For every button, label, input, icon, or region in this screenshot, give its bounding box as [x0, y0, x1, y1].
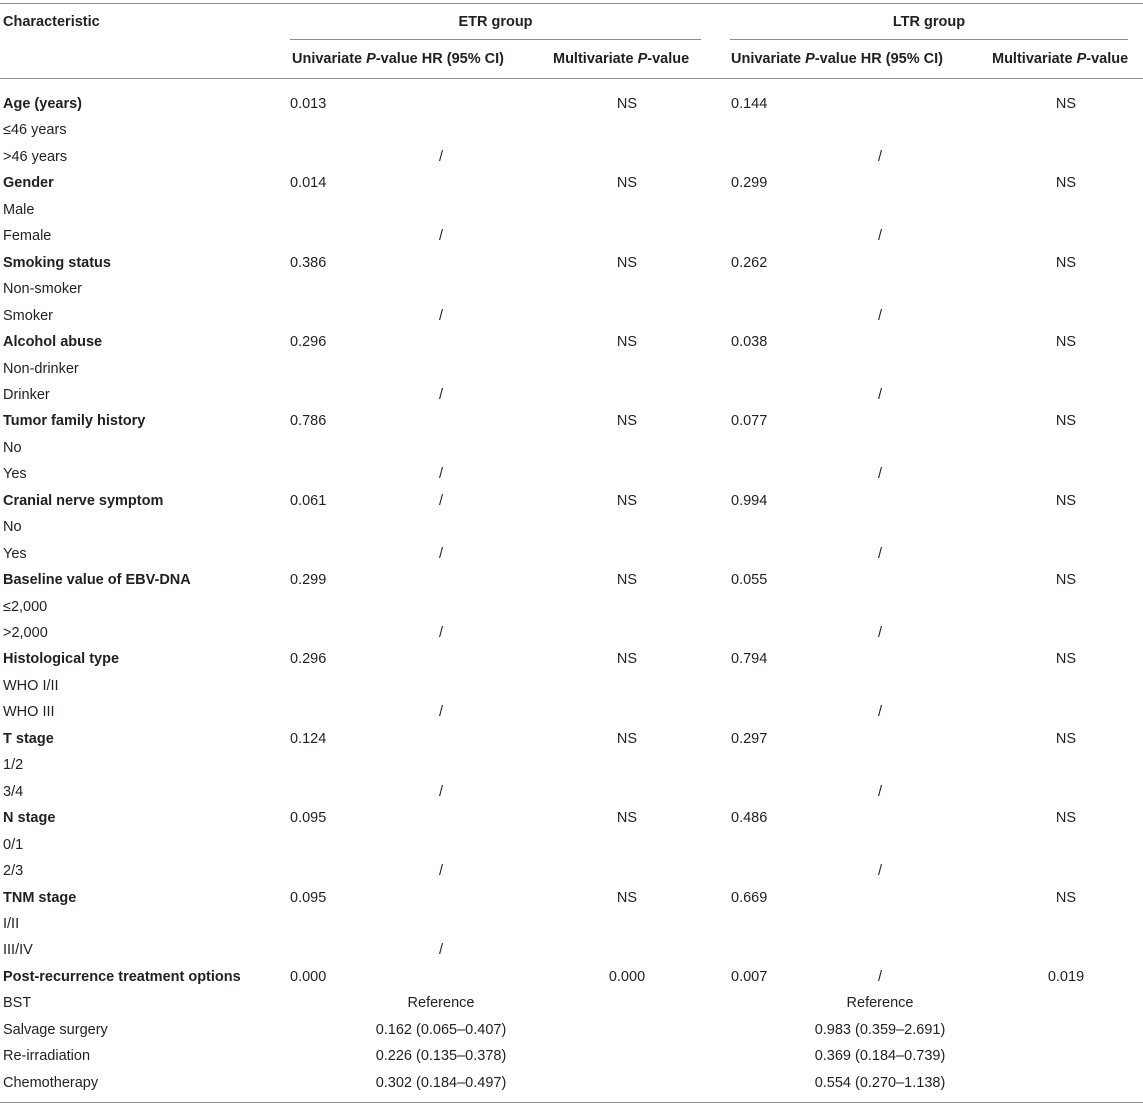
- row-label: Re-irradiation: [3, 1048, 91, 1064]
- etr-multivariate-p: NS: [616, 651, 638, 667]
- header-ltr-multivariate: Multivariate P-value: [992, 51, 1129, 67]
- ltr-hr: /: [877, 784, 883, 800]
- row-label: 2/3: [3, 863, 24, 879]
- etr-univariate-p: 0.014: [290, 175, 327, 191]
- ltr-hr: 0.983 (0.359–2.691): [814, 1022, 946, 1038]
- ltr-hr: /: [877, 546, 883, 562]
- etr-hr: /: [438, 308, 444, 324]
- ltr-univariate-p: 0.262: [731, 255, 768, 271]
- ltr-multivariate-p: NS: [1055, 255, 1077, 271]
- etr-multivariate-p: NS: [616, 96, 638, 112]
- etr-hr: /: [438, 625, 444, 641]
- row-label: Non-drinker: [3, 361, 79, 377]
- row-label: Smoking status: [3, 255, 111, 271]
- etr-group-rule: [290, 39, 701, 40]
- row-label: N stage: [3, 810, 56, 826]
- etr-hr: /: [438, 228, 444, 244]
- ltr-univariate-p: 0.486: [731, 810, 768, 826]
- row-label: 0/1: [3, 837, 24, 853]
- ltr-univariate-p: 0.994: [731, 493, 768, 509]
- row-label: >2,000: [3, 625, 48, 641]
- etr-hr: Reference: [407, 995, 475, 1011]
- ltr-hr: /: [877, 625, 883, 641]
- row-label: Yes: [3, 466, 27, 482]
- row-label: No: [3, 519, 22, 535]
- header-characteristic: Characteristic: [3, 14, 100, 30]
- etr-univariate-p: 0.299: [290, 572, 327, 588]
- etr-multivariate-p: NS: [616, 731, 638, 747]
- etr-hr: /: [438, 784, 444, 800]
- etr-hr: /: [438, 493, 444, 509]
- ltr-hr: /: [877, 969, 883, 985]
- row-label: Smoker: [3, 308, 53, 324]
- ltr-hr: /: [877, 387, 883, 403]
- row-label: Gender: [3, 175, 54, 191]
- etr-multivariate-p: NS: [616, 334, 638, 350]
- ltr-univariate-p: 0.144: [731, 96, 768, 112]
- ltr-group-rule: [730, 39, 1128, 40]
- ltr-multivariate-p: NS: [1055, 175, 1077, 191]
- header-ltr-univariate: Univariate P-value HR (95% CI): [731, 51, 943, 67]
- ltr-multivariate-p: NS: [1055, 890, 1077, 906]
- row-label: Alcohol abuse: [3, 334, 103, 350]
- ltr-hr: 0.369 (0.184–0.739): [814, 1048, 946, 1064]
- etr-univariate-p: 0.013: [290, 96, 327, 112]
- ltr-multivariate-p: NS: [1055, 651, 1077, 667]
- etr-univariate-p: 0.296: [290, 334, 327, 350]
- ltr-hr: /: [877, 704, 883, 720]
- etr-hr: /: [438, 387, 444, 403]
- ltr-multivariate-p: NS: [1055, 810, 1077, 826]
- row-label: >46 years: [3, 149, 68, 165]
- ltr-multivariate-p: NS: [1055, 493, 1077, 509]
- ltr-hr: /: [877, 308, 883, 324]
- row-label: 1/2: [3, 757, 24, 773]
- ltr-univariate-p: 0.297: [731, 731, 768, 747]
- etr-univariate-p: 0.095: [290, 810, 327, 826]
- ltr-multivariate-p: 0.019: [1047, 969, 1085, 985]
- ltr-univariate-p: 0.007: [731, 969, 768, 985]
- etr-hr: /: [438, 546, 444, 562]
- row-label: BST: [3, 995, 32, 1011]
- ltr-univariate-p: 0.055: [731, 572, 768, 588]
- row-label: Drinker: [3, 387, 50, 403]
- ltr-multivariate-p: NS: [1055, 572, 1077, 588]
- etr-univariate-p: 0.786: [290, 413, 327, 429]
- etr-hr: /: [438, 704, 444, 720]
- ltr-univariate-p: 0.794: [731, 651, 768, 667]
- row-label: WHO I/II: [3, 678, 59, 694]
- etr-univariate-p: 0.095: [290, 890, 327, 906]
- etr-univariate-p: 0.061: [290, 493, 327, 509]
- etr-multivariate-p: NS: [616, 413, 638, 429]
- etr-multivariate-p: NS: [616, 810, 638, 826]
- etr-multivariate-p: NS: [616, 572, 638, 588]
- etr-hr: 0.226 (0.135–0.378): [375, 1048, 507, 1064]
- row-label: Cranial nerve symptom: [3, 493, 164, 509]
- top-rule: [0, 3, 1143, 4]
- row-label: Age (years): [3, 96, 82, 112]
- header-bottom-rule: [0, 78, 1143, 79]
- header-etr-univariate: Univariate P-value HR (95% CI): [292, 51, 504, 67]
- row-label: Salvage surgery: [3, 1022, 108, 1038]
- ltr-multivariate-p: NS: [1055, 413, 1077, 429]
- row-label: Baseline value of EBV-DNA: [3, 572, 191, 588]
- etr-hr: /: [438, 466, 444, 482]
- row-label: Yes: [3, 546, 27, 562]
- row-label: 3/4: [3, 784, 24, 800]
- ltr-multivariate-p: NS: [1055, 96, 1077, 112]
- row-label: ≤46 years: [3, 122, 67, 138]
- ltr-univariate-p: 0.669: [731, 890, 768, 906]
- etr-multivariate-p: NS: [616, 175, 638, 191]
- ltr-univariate-p: 0.299: [731, 175, 768, 191]
- etr-univariate-p: 0.296: [290, 651, 327, 667]
- ltr-hr: /: [877, 466, 883, 482]
- etr-multivariate-p: 0.000: [608, 969, 646, 985]
- etr-hr: /: [438, 149, 444, 165]
- etr-multivariate-p: NS: [616, 890, 638, 906]
- etr-hr: /: [438, 863, 444, 879]
- ltr-hr: /: [877, 228, 883, 244]
- header-ltr-group: LTR group: [892, 14, 966, 30]
- etr-hr: 0.302 (0.184–0.497): [375, 1075, 507, 1091]
- etr-univariate-p: 0.124: [290, 731, 327, 747]
- row-label: Male: [3, 202, 35, 218]
- ltr-hr: 0.554 (0.270–1.138): [814, 1075, 946, 1091]
- ltr-hr: /: [877, 149, 883, 165]
- row-label: T stage: [3, 731, 54, 747]
- ltr-univariate-p: 0.038: [731, 334, 768, 350]
- row-label: TNM stage: [3, 890, 77, 906]
- bottom-rule: [0, 1102, 1143, 1103]
- header-etr-multivariate: Multivariate P-value: [553, 51, 690, 67]
- row-label: I/II: [3, 916, 20, 932]
- row-label: Histological type: [3, 651, 120, 667]
- etr-univariate-p: 0.000: [290, 969, 327, 985]
- row-label: WHO III: [3, 704, 55, 720]
- ltr-multivariate-p: NS: [1055, 731, 1077, 747]
- etr-univariate-p: 0.386: [290, 255, 327, 271]
- row-label: Non-smoker: [3, 281, 82, 297]
- row-label: Tumor family history: [3, 413, 146, 429]
- ltr-hr: Reference: [846, 995, 914, 1011]
- etr-multivariate-p: NS: [616, 493, 638, 509]
- row-label: ≤2,000: [3, 599, 48, 615]
- row-label: Chemotherapy: [3, 1075, 99, 1091]
- ltr-univariate-p: 0.077: [731, 413, 768, 429]
- row-label: Female: [3, 228, 52, 244]
- header-etr-group: ETR group: [458, 14, 533, 30]
- etr-hr: 0.162 (0.065–0.407): [375, 1022, 507, 1038]
- ltr-hr: /: [877, 863, 883, 879]
- etr-hr: /: [438, 942, 444, 958]
- row-label: No: [3, 440, 22, 456]
- row-label: Post-recurrence treatment options: [3, 969, 241, 985]
- etr-multivariate-p: NS: [616, 255, 638, 271]
- ltr-multivariate-p: NS: [1055, 334, 1077, 350]
- row-label: III/IV: [3, 942, 33, 958]
